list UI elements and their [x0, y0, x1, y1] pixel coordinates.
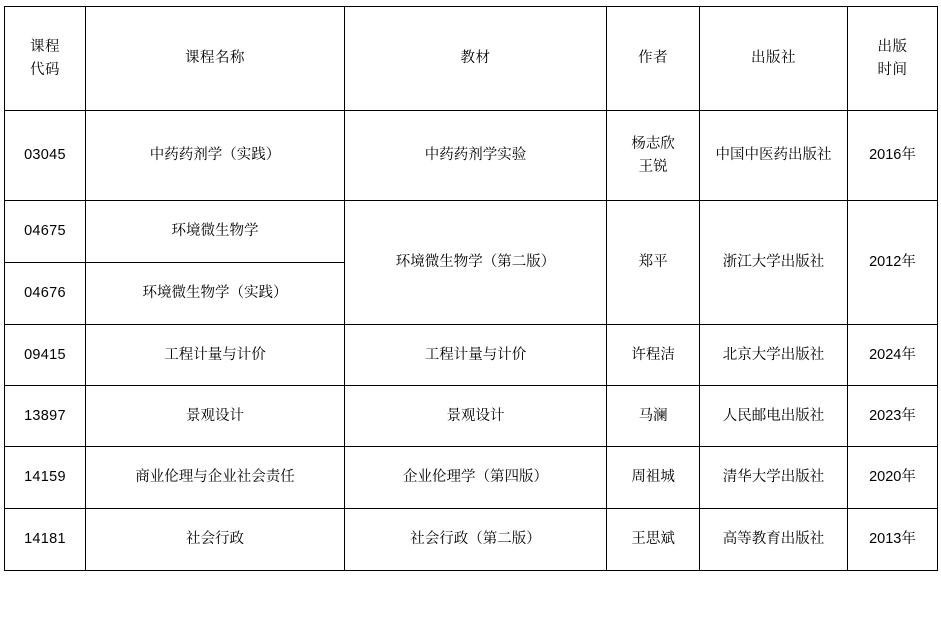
course-textbook-table [4, 6, 938, 571]
cell-publisher: 清华大学出版社 [700, 447, 848, 509]
cell-course-name: 工程计量与计价 [85, 325, 344, 386]
cell-course-name: 环境微生物学 [85, 201, 344, 263]
cell-author [607, 509, 700, 571]
header-line: 出版 [877, 39, 908, 56]
cell-course-name: 商业伦理与企业社会责任 [85, 447, 344, 509]
author-line: 许程洁 [631, 346, 675, 363]
author-line: 周祖城 [631, 469, 675, 486]
author-line: 王锐 [638, 158, 668, 175]
cell-textbook: 环境微生物学（第二版） [345, 201, 607, 325]
author-line: 杨志欣 [631, 136, 675, 153]
header-course-name [85, 7, 344, 111]
cell-textbook: 工程计量与计价 [345, 325, 607, 386]
table-body [5, 111, 938, 571]
cell-course-name: 社会行政 [85, 509, 344, 571]
header-line: 教材 [460, 50, 491, 67]
cell-course-code: 04675 [5, 201, 86, 263]
cell-publish-date: 2024年 [847, 325, 937, 386]
cell-publisher: 中国中医药出版社 [700, 111, 848, 201]
cell-course-code: 03045 [5, 111, 86, 201]
header-line: 课程名称 [184, 50, 245, 67]
cell-publisher: 人民邮电出版社 [700, 386, 848, 447]
header-line: 时间 [877, 61, 908, 78]
author-line: 郑平 [638, 254, 668, 271]
cell-textbook: 社会行政（第二版） [345, 509, 607, 571]
header-publisher [700, 7, 848, 111]
cell-textbook: 中药药剂学实验 [345, 111, 607, 201]
cell-course-name: 景观设计 [85, 386, 344, 447]
cell-course-code: 09415 [5, 325, 86, 386]
header-course-code [5, 7, 86, 111]
cell-author [607, 447, 700, 509]
cell-publish-date: 2012年 [847, 201, 937, 325]
author-line: 马澜 [638, 407, 668, 424]
cell-publish-date: 2013年 [847, 509, 937, 571]
cell-author [607, 386, 700, 447]
cell-publisher: 北京大学出版社 [700, 325, 848, 386]
cell-textbook: 企业伦理学（第四版） [345, 447, 607, 509]
table-row [5, 111, 938, 201]
table-row [5, 447, 938, 509]
cell-publisher: 高等教育出版社 [700, 509, 848, 571]
document-page [0, 6, 941, 638]
header-line: 代码 [29, 61, 60, 78]
header-author [607, 7, 700, 111]
cell-course-name: 环境微生物学（实践） [85, 263, 344, 325]
header-publish-date [847, 7, 937, 111]
table-row [5, 201, 938, 263]
cell-author [607, 111, 700, 201]
cell-publish-date: 2020年 [847, 447, 937, 509]
cell-publisher: 浙江大学出版社 [700, 201, 848, 325]
cell-course-name: 中药药剂学（实践） [85, 111, 344, 201]
header-line: 出版社 [751, 50, 797, 67]
table-row [5, 386, 938, 447]
author-line: 王思斌 [631, 531, 675, 548]
cell-publish-date: 2023年 [847, 386, 937, 447]
cell-textbook: 景观设计 [345, 386, 607, 447]
header-line: 课程 [29, 39, 60, 56]
table-header [5, 7, 938, 111]
cell-course-code: 14159 [5, 447, 86, 509]
table-header-row [5, 7, 938, 111]
cell-course-code: 13897 [5, 386, 86, 447]
cell-course-code: 14181 [5, 509, 86, 571]
header-textbook [345, 7, 607, 111]
table-row [5, 325, 938, 386]
cell-course-code: 04676 [5, 263, 86, 325]
cell-author [607, 325, 700, 386]
table-row [5, 509, 938, 571]
cell-publish-date: 2016年 [847, 111, 937, 201]
header-line: 作者 [638, 50, 669, 67]
cell-author [607, 201, 700, 325]
